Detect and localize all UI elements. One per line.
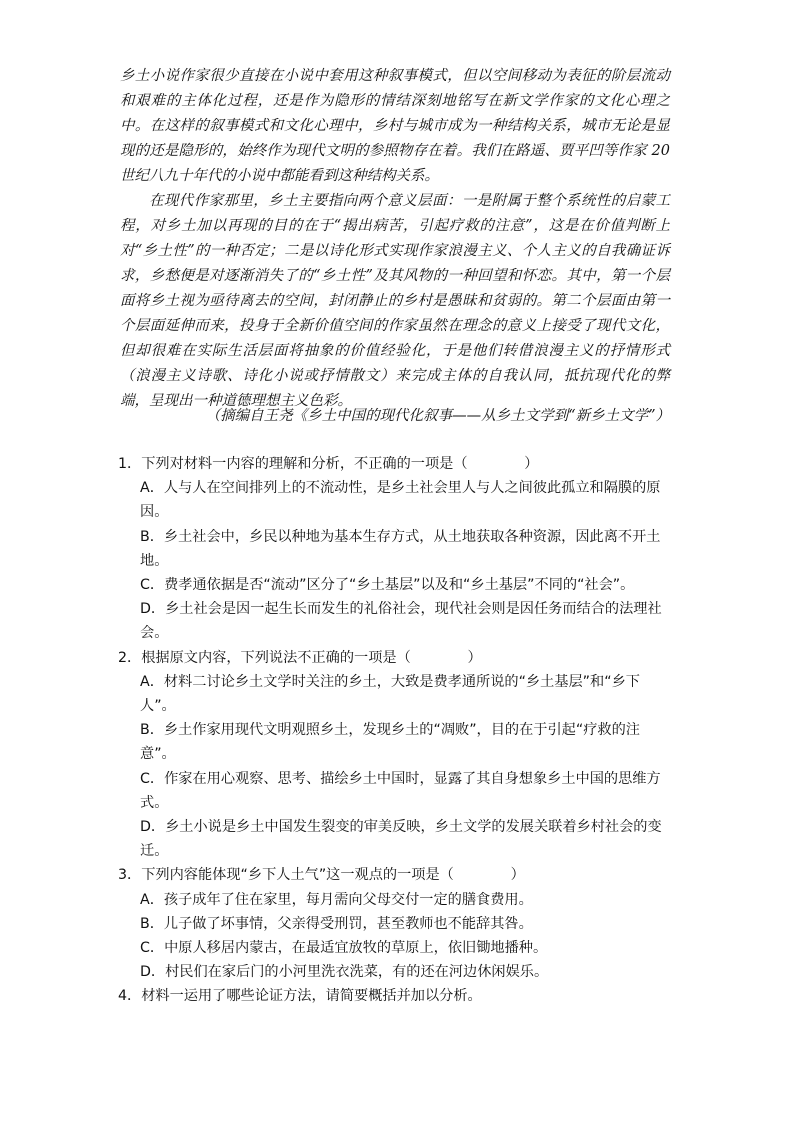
question-3-option-c: C．中原人移居内蒙古，在最适宜放牧的草原上，依旧锄地播种。: [140, 940, 548, 957]
question-3-stem: 3．下列内容能体现“乡下人土气”这一观点的一项是（ ）: [118, 867, 525, 884]
question-3-option-b: B．儿子做了坏事情，父亲得受刑罚，甚至教师也不能辞其咎。: [140, 915, 533, 932]
question-2-option-d: D．乡土小说是乡土中国发生裂变的审美反映，乡土文学的发展关联着乡村社会的变迁。: [140, 819, 662, 860]
question-3-option-a: A．孩子成年了住在家里，每月需向父母交付一定的膳食费用。: [140, 891, 533, 908]
question-1: [118, 452, 674, 646]
question-1-option-c: C．费孝通依据是否“流动”区分了“乡土基层”以及和“乡土基层”不同的“社会”。: [140, 577, 635, 594]
passage-source: （摘编自王尧《乡土中国的现代化叙事——从乡土文学到“新乡土文学”）: [205, 408, 670, 424]
question-2-option-c: C．作家在用心观察、思考、描绘乡土中国时，显露了其自身想象乡土中国的思维方式。: [140, 770, 661, 811]
question-4-stem: 4．材料一运用了哪些论证方法，请简要概括并加以分析。: [118, 988, 482, 1005]
question-1-stem: 1．下列对材料一内容的理解和分析，不正确的一项是（ ）: [118, 456, 539, 472]
question-1-option-d: D．乡土社会是因一起生长而发生的礼俗社会，现代社会则是因任务而结合的法理社会。: [140, 601, 662, 642]
question-1-option-a: A．人与人在空间排列上的不流动性，是乡土社会里人与人之间彼此孤立和隔膜的原因。: [140, 480, 661, 521]
material-two-passage: [120, 64, 670, 414]
question-3: [118, 863, 674, 984]
passage-paragraph-1: 乡土小说作家很少直接在小说中套用这种叙事模式，但以空间移动为表征的阶层流动和艰难的主体化过程，还是作为隐形的情结深刻地铭写在新文学作家的文化心理之中。在这样的叙事模式和文化心理中，乡村与城市成为一种结构关系，城市无论是显现的还是隐形的，始终作为现代文明的参照物存在着。我们在路遥、贾平凹等作家 20 世纪八九十年代的小说中都能看到这种结构关系。: [120, 68, 670, 184]
question-2: [118, 646, 674, 864]
question-2-option-a: A．材料二讨论乡土文学时关注的乡土，大致是费孝通所说的“乡土基层”和“乡下人”。: [140, 673, 640, 715]
question-2-stem: 2．根据原文内容，下列说法不正确的一项是（ ）: [118, 649, 482, 666]
question-1-option-b: B．乡土社会中，乡民以种地为基本生存方式，从土地获取各种资源，因此离不开土地。: [140, 528, 661, 569]
question-3-option-d: D．村民们在家后门的小河里洗衣洗菜，有的还在河边休闲娱乐。: [140, 964, 549, 981]
question-4: [118, 984, 674, 1008]
question-2-option-b: B．乡土作家用现代文明观照乡土，发现乡土的“凋败”，目的在于引起“疗救的注意”。: [140, 722, 640, 763]
question-list: [118, 452, 674, 1009]
passage-paragraph-2: 在现代作家那里，乡土主要指向两个意义层面：一是附属于整个系统性的启蒙工程，对乡土加以再现的目的在于“揭出病苦，引起疗救的注意”，这是在价值判断上对“乡土性”的一种否定；二是以诗化形式实现作家浪漫主义、个人主义的自我确证诉求，乡愁便是对逐渐消失了的“乡土性”及其风物的一种回望和怀恋。其中，第一个层面将乡土视为亟待离去的空间，封闭静止的乡村是愚昧和贫弱的。第二个层面由第一个层面延伸而来，投身于全新价值空间的作家虽然在理念的意义上接受了现代文化，但却很难在实际生活层面将抽象的价值经验化，于是他们转借浪漫主义的抒情形式（浪漫主义诗歌、诗化小说或抒情散文）来完成主体的自我认同，抵抗现代化的弊端，呈现出一种道德理想主义色彩。: [120, 193, 670, 409]
